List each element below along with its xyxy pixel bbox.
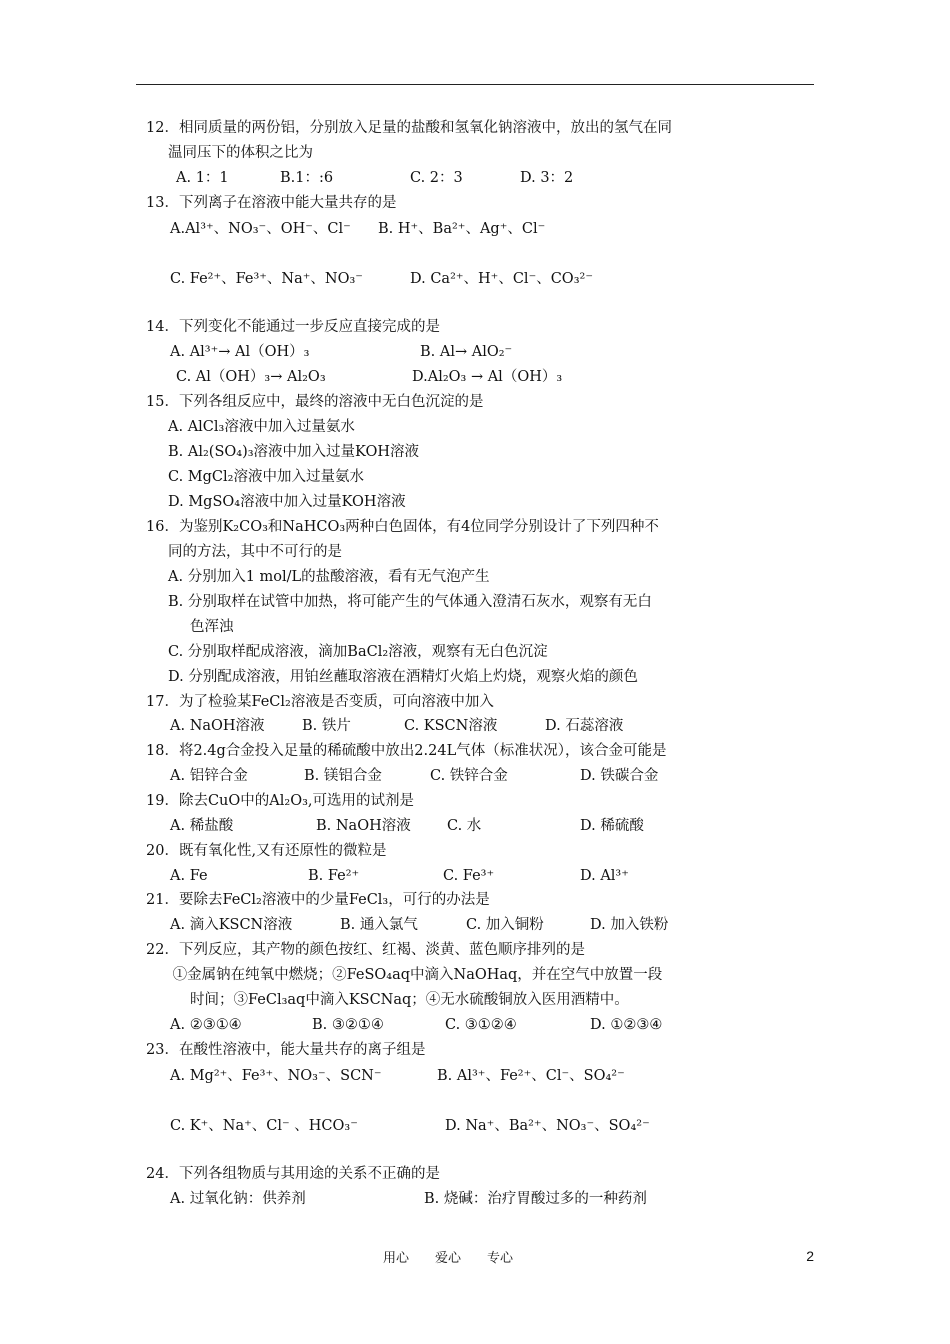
answer-option-q14C: C. Al（OH）₃→ Al₂O₃ — [176, 369, 326, 385]
answer-option-q13D: D. Ca²⁺、H⁺、Cl⁻、CO₃²⁻ — [410, 271, 593, 287]
question-line-q16D: D. 分别配成溶液，用铂丝蘸取溶液在酒精灯火焰上灼烧，观察火焰的颜色 — [168, 669, 638, 685]
answer-option-q23C: C. K⁺、Na⁺、Cl⁻ 、HCO₃⁻ — [170, 1118, 358, 1134]
question-line-q16C: C. 分别取样配成溶液，滴加BaCl₂溶液，观察有无白色沉淀 — [168, 644, 548, 660]
answer-option-q19C: C. 水 — [447, 818, 482, 834]
answer-option-q12A: A. 1：1 — [176, 170, 229, 186]
answer-option-q19B: B. NaOH溶液 — [316, 818, 411, 834]
answer-option-q13C: C. Fe²⁺、Fe³⁺、Na⁺、NO₃⁻ — [170, 271, 363, 287]
answer-option-q13A: A.Al³⁺、NO₃⁻、OH⁻、Cl⁻ — [170, 221, 351, 237]
question-line-q19: 19．除去CuO中的Al₂O₃,可选用的试剂是 — [146, 793, 415, 809]
answer-option-q18D: D. 铁碳合金 — [580, 768, 659, 784]
question-line-q15d: D. MgSO₄溶液中加入过量KOH溶液 — [168, 494, 406, 510]
answer-option-q17B: B. 铁片 — [302, 718, 351, 734]
answer-option-q12C: C. 2：3 — [410, 170, 463, 186]
answer-option-q21A: A. 滴入KSCN溶液 — [170, 917, 293, 933]
question-line-q16B2: 色浑浊 — [190, 619, 234, 635]
answer-option-q19D: D. 稀硫酸 — [580, 818, 644, 834]
answer-option-q13B: B. H⁺、Ba²⁺、Ag⁺、Cl⁻ — [378, 221, 546, 237]
question-line-q16b: 同的方法，其中不可行的是 — [168, 544, 342, 560]
question-line-q16B: B. 分别取样在试管中加热，将可能产生的气体通入澄清石灰水，观察有无白 — [168, 594, 652, 610]
question-line-q16A: A. 分别加入1 mol/L的盐酸溶液，看有无气泡产生 — [168, 569, 490, 585]
answer-option-q18A: A. 铝锌合金 — [170, 768, 248, 784]
answer-option-q17C: C. KSCN溶液 — [404, 718, 498, 734]
answer-option-q21B: B. 通入氯气 — [340, 917, 418, 933]
answer-option-q24A: A. 过氧化钠：供养剂 — [170, 1191, 306, 1207]
question-line-q15: 15．下列各组反应中，最终的溶液中无白色沉淀的是 — [146, 394, 484, 410]
question-line-q20: 20．既有氧化性,又有还原性的微粒是 — [146, 843, 387, 859]
answer-option-q20B: B. Fe²⁺ — [308, 868, 360, 884]
answer-option-q23B: B. Al³⁺、Fe²⁺、Cl⁻、SO₄²⁻ — [437, 1068, 625, 1084]
question-line-q12b: 温同压下的体积之比为 — [168, 145, 313, 161]
question-line-q13: 13．下列离子在溶液中能大量共存的是 — [146, 195, 397, 211]
answer-option-q24B: B. 烧碱：治疗胃酸过多的一种药剂 — [424, 1191, 647, 1207]
answer-option-q22A: A. ②③①④ — [170, 1017, 242, 1033]
question-line-q24: 24．下列各组物质与其用途的关系不正确的是 — [146, 1166, 440, 1182]
answer-option-q21C: C. 加入铜粉 — [466, 917, 544, 933]
answer-option-q20A: A. Fe — [170, 868, 208, 884]
question-line-q22b: ①金属钠在纯氧中燃烧；②FeSO₄aq中滴入NaOHaq，并在空气中放置一段 — [168, 967, 663, 983]
answer-option-q22C: C. ③①②④ — [445, 1017, 517, 1033]
answer-option-q20D: D. Al³⁺ — [580, 868, 629, 884]
question-line-q15b: B. Al₂(SO₄)₃溶液中加入过量KOH溶液 — [168, 444, 420, 460]
answer-option-q19A: A. 稀盐酸 — [170, 818, 234, 834]
question-line-q22: 22．下列反应，其产物的颜色按红、红褐、淡黄、蓝色顺序排列的是 — [146, 942, 585, 958]
footer-motto: 用心 爱心 专心 — [383, 1251, 514, 1266]
answer-option-q17A: A. NaOH溶液 — [170, 718, 265, 734]
answer-option-q23A: A. Mg²⁺、Fe³⁺、NO₃⁻、SCN⁻ — [170, 1068, 382, 1084]
question-line-q17: 17．为了检验某FeCl₂溶液是否变质，可向溶液中加入 — [146, 694, 494, 710]
answer-option-q12B: B.1：:6 — [280, 170, 334, 186]
question-line-q12: 12．相同质量的两份铝，分别放入足量的盐酸和氢氧化钠溶液中，放出的氢气在同 — [146, 120, 672, 136]
question-line-q14: 14．下列变化不能通过一步反应直接完成的是 — [146, 319, 440, 335]
header-rule — [136, 84, 814, 85]
page-number: 2 — [806, 1248, 814, 1264]
answer-option-q18C: C. 铁锌合金 — [430, 768, 508, 784]
question-line-q15c: C. MgCl₂溶液中加入过量氨水 — [168, 469, 364, 485]
answer-option-q22B: B. ③②①④ — [312, 1017, 384, 1033]
question-line-q23: 23．在酸性溶液中，能大量共存的离子组是 — [146, 1042, 426, 1058]
answer-option-q17D: D. 石蕊溶液 — [545, 718, 624, 734]
answer-option-q22D: D. ①②③④ — [590, 1017, 663, 1033]
answer-option-q18B: B. 镁铝合金 — [304, 768, 382, 784]
question-line-q16: 16．为鉴别K₂CO₃和NaHCO₃两种白色固体，有4位同学分别设计了下列四种不 — [146, 519, 659, 535]
answer-option-q23D: D. Na⁺、Ba²⁺、NO₃⁻、SO₄²⁻ — [445, 1118, 650, 1134]
question-line-q18: 18．将2.4g合金投入足量的稀硫酸中放出2.24L气体（标准状况），该合金可能是 — [146, 743, 667, 759]
answer-option-q14A: A. Al³⁺→ Al（OH）₃ — [170, 344, 310, 360]
question-line-q22c: 时间；③FeCl₃aq中滴入KSCNaq；④无水硫酸铜放入医用酒精中。 — [190, 992, 629, 1008]
answer-option-q14B: B. Al→ AlO₂⁻ — [420, 344, 513, 360]
answer-option-q21D: D. 加入铁粉 — [590, 917, 669, 933]
answer-option-q12D: D. 3：2 — [520, 170, 574, 186]
answer-option-q14D: D.Al₂O₃ → Al（OH）₃ — [412, 369, 563, 385]
question-line-q21: 21．要除去FeCl₂溶液中的少量FeCl₃，可行的办法是 — [146, 892, 490, 908]
answer-option-q20C: C. Fe³⁺ — [443, 868, 495, 884]
question-line-q15a: A. AlCl₃溶液中加入过量氨水 — [168, 419, 355, 435]
